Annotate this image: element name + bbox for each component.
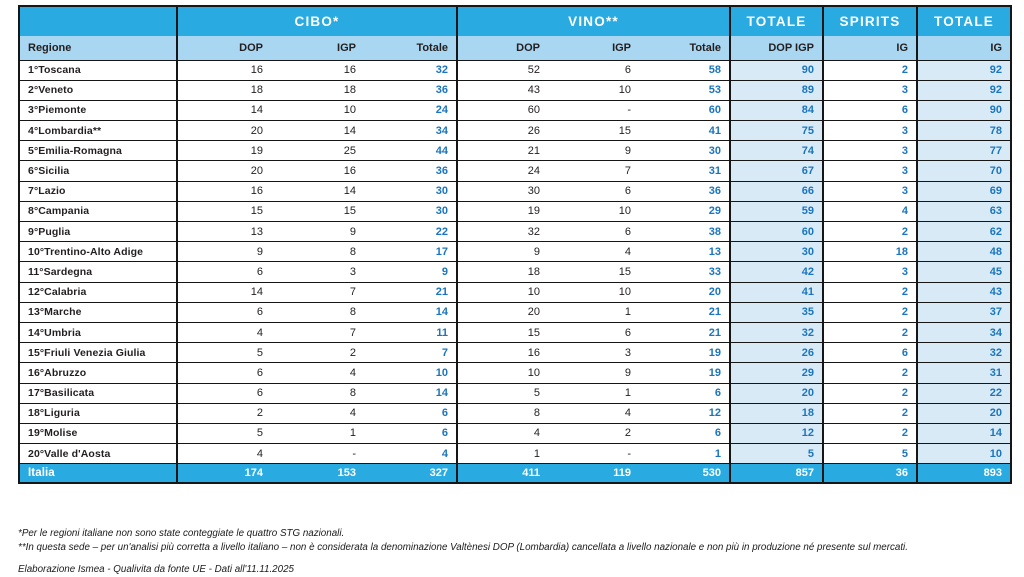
value-cell: 3	[271, 262, 364, 282]
value-cell: 66	[730, 181, 823, 201]
value-cell: 5	[177, 423, 271, 443]
value-cell: 4	[177, 322, 271, 342]
value-cell: 29	[639, 201, 730, 221]
table-row	[19, 363, 1011, 383]
value-cell: 9	[548, 141, 639, 161]
value-cell: 4	[364, 444, 457, 464]
value-cell: 14	[364, 302, 457, 322]
value-cell: 20	[177, 121, 271, 141]
column-header-totale-dop-igp: DOP IGP	[730, 36, 823, 60]
value-cell: 6	[364, 423, 457, 443]
value-cell: 9	[177, 242, 271, 262]
value-cell: 6	[548, 181, 639, 201]
value-cell: 19	[457, 201, 548, 221]
value-cell: 44	[364, 141, 457, 161]
value-cell: 30	[730, 242, 823, 262]
value-cell: 6	[177, 262, 271, 282]
value-cell: 41	[730, 282, 823, 302]
table-row	[19, 161, 1011, 181]
value-cell: 16	[177, 60, 271, 80]
value-cell: 36	[639, 181, 730, 201]
value-cell: 60	[730, 222, 823, 242]
region-cell: 20°Valle d'Aosta	[19, 444, 177, 464]
value-cell: 6	[639, 423, 730, 443]
table-row	[19, 141, 1011, 161]
group-header-vino: VINO**	[457, 6, 730, 36]
value-cell: 6	[639, 383, 730, 403]
sub-header-row	[19, 36, 1011, 60]
value-cell: 92	[917, 60, 1011, 80]
dop-igp-regions-table	[18, 5, 1012, 484]
value-cell: 530	[639, 464, 730, 484]
value-cell: 10	[548, 282, 639, 302]
value-cell: 25	[271, 141, 364, 161]
value-cell: 4	[548, 242, 639, 262]
value-cell: 74	[730, 141, 823, 161]
region-cell: 10°Trentino-Alto Adige	[19, 242, 177, 262]
group-header-cibo: CIBO*	[177, 6, 457, 36]
value-cell: 15	[177, 201, 271, 221]
value-cell: 43	[457, 80, 548, 100]
value-cell: 24	[364, 100, 457, 120]
value-cell: 37	[917, 302, 1011, 322]
value-cell: 21	[639, 322, 730, 342]
value-cell: 42	[730, 262, 823, 282]
region-cell: 2°Veneto	[19, 80, 177, 100]
table-row	[19, 282, 1011, 302]
value-cell: 8	[271, 302, 364, 322]
value-cell: 60	[639, 100, 730, 120]
value-cell: 3	[823, 80, 917, 100]
value-cell: 14	[917, 423, 1011, 443]
value-cell: 18	[457, 262, 548, 282]
table-row	[19, 403, 1011, 423]
value-cell: 34	[917, 322, 1011, 342]
value-cell: 22	[917, 383, 1011, 403]
value-cell: 43	[917, 282, 1011, 302]
value-cell: 24	[457, 161, 548, 181]
region-cell: 13°Marche	[19, 302, 177, 322]
group-header-totale-dop-igp: TOTALE	[730, 6, 823, 36]
value-cell: 8	[271, 383, 364, 403]
value-cell: 9	[457, 242, 548, 262]
value-cell: 32	[917, 343, 1011, 363]
footnote-vino: **In questa sede – per un'analisi più corretta a livello italiano – non è considerata la denominazione Valtènesi DOP (Lombardia) cancellata a livello nazionale e non più in produzione né presente sul mercati.	[18, 541, 908, 553]
value-cell: 12	[730, 423, 823, 443]
value-cell: 3	[823, 141, 917, 161]
value-cell: 14	[177, 282, 271, 302]
value-cell: 20	[917, 403, 1011, 423]
value-cell: 19	[639, 343, 730, 363]
value-cell: 4	[177, 444, 271, 464]
value-cell: -	[271, 444, 364, 464]
value-cell: 3	[823, 181, 917, 201]
value-cell: 6	[823, 100, 917, 120]
region-cell: 7°Lazio	[19, 181, 177, 201]
table-body	[19, 60, 1011, 483]
value-cell: 58	[639, 60, 730, 80]
region-cell: 9°Puglia	[19, 222, 177, 242]
value-cell: 14	[271, 181, 364, 201]
footnotes	[18, 527, 1018, 577]
value-cell: 16	[177, 181, 271, 201]
value-cell: 15	[548, 262, 639, 282]
source-note: Elaborazione Ismea - Qualivita da fonte UE - Dati all'11.11.2025	[18, 564, 294, 575]
value-cell: 36	[364, 80, 457, 100]
value-cell: 10	[271, 100, 364, 120]
table-row	[19, 242, 1011, 262]
table-row	[19, 383, 1011, 403]
value-cell: 10	[548, 201, 639, 221]
value-cell: 67	[730, 161, 823, 181]
value-cell: 2	[823, 60, 917, 80]
table-row	[19, 60, 1011, 80]
value-cell: 2	[823, 302, 917, 322]
value-cell: 22	[364, 222, 457, 242]
table-row	[19, 201, 1011, 221]
value-cell: 31	[639, 161, 730, 181]
value-cell: 14	[177, 100, 271, 120]
column-header-spirits-ig: IG	[823, 36, 917, 60]
value-cell: 84	[730, 100, 823, 120]
value-cell: 32	[730, 322, 823, 342]
value-cell: 5	[457, 383, 548, 403]
value-cell: 7	[271, 322, 364, 342]
value-cell: 31	[917, 363, 1011, 383]
value-cell: 32	[457, 222, 548, 242]
value-cell: 2	[548, 423, 639, 443]
value-cell: 6	[177, 363, 271, 383]
value-cell: 78	[917, 121, 1011, 141]
region-cell: 8°Campania	[19, 201, 177, 221]
value-cell: 30	[364, 201, 457, 221]
value-cell: 6	[364, 403, 457, 423]
value-cell: 4	[271, 403, 364, 423]
region-cell: 19°Molise	[19, 423, 177, 443]
table-row	[19, 80, 1011, 100]
value-cell: 13	[177, 222, 271, 242]
value-cell: 174	[177, 464, 271, 484]
value-cell: 2	[177, 403, 271, 423]
value-cell: 77	[917, 141, 1011, 161]
value-cell: 10	[457, 363, 548, 383]
value-cell: 41	[639, 121, 730, 141]
value-cell: 10	[364, 363, 457, 383]
footnote-cibo: *Per le regioni italiane non sono state conteggiate le quattro STG nazionali.	[18, 528, 345, 539]
value-cell: 18	[271, 80, 364, 100]
value-cell: 2	[823, 322, 917, 342]
value-cell: 38	[639, 222, 730, 242]
table-row	[19, 100, 1011, 120]
value-cell: 2	[823, 222, 917, 242]
value-cell: 3	[548, 343, 639, 363]
value-cell: 3	[823, 161, 917, 181]
value-cell: 7	[364, 343, 457, 363]
value-cell: 5	[730, 444, 823, 464]
group-header-spirits: SPIRITS	[823, 6, 917, 36]
value-cell: 8	[271, 242, 364, 262]
value-cell: 153	[271, 464, 364, 484]
table-row	[19, 222, 1011, 242]
value-cell: 75	[730, 121, 823, 141]
value-cell: 48	[917, 242, 1011, 262]
value-cell: 21	[457, 141, 548, 161]
region-cell: 15°Friuli Venezia Giulia	[19, 343, 177, 363]
value-cell: 26	[730, 343, 823, 363]
value-cell: 8	[457, 403, 548, 423]
value-cell: 36	[823, 464, 917, 484]
value-cell: 10	[917, 444, 1011, 464]
value-cell: 3	[823, 262, 917, 282]
value-cell: 6	[548, 322, 639, 342]
value-cell: 16	[457, 343, 548, 363]
region-cell: 1°Toscana	[19, 60, 177, 80]
value-cell: 70	[917, 161, 1011, 181]
value-cell: 4	[457, 423, 548, 443]
value-cell: 90	[730, 60, 823, 80]
column-header-cibo-totale: Totale	[364, 36, 457, 60]
region-cell: 11°Sardegna	[19, 262, 177, 282]
value-cell: 1	[457, 444, 548, 464]
region-cell: 6°Sicilia	[19, 161, 177, 181]
value-cell: 857	[730, 464, 823, 484]
value-cell: 14	[271, 121, 364, 141]
value-cell: 45	[917, 262, 1011, 282]
value-cell: 7	[548, 161, 639, 181]
value-cell: 19	[177, 141, 271, 161]
value-cell: 63	[917, 201, 1011, 221]
value-cell: 90	[917, 100, 1011, 120]
value-cell: 89	[730, 80, 823, 100]
value-cell: 10	[548, 80, 639, 100]
value-cell: 1	[548, 383, 639, 403]
value-cell: -	[548, 100, 639, 120]
table-row	[19, 262, 1011, 282]
value-cell: 35	[730, 302, 823, 322]
value-cell: 119	[548, 464, 639, 484]
value-cell: 1	[639, 444, 730, 464]
value-cell: 5	[823, 444, 917, 464]
value-cell: 20	[457, 302, 548, 322]
value-cell: 411	[457, 464, 548, 484]
value-cell: 36	[364, 161, 457, 181]
value-cell: 30	[364, 181, 457, 201]
value-cell: 30	[457, 181, 548, 201]
value-cell: 4	[548, 403, 639, 423]
value-cell: 3	[823, 121, 917, 141]
value-cell: 2	[823, 363, 917, 383]
value-cell: 9	[364, 262, 457, 282]
value-cell: 18	[823, 242, 917, 262]
value-cell: 20	[639, 282, 730, 302]
region-cell: 14°Umbria	[19, 322, 177, 342]
table-row	[19, 444, 1011, 464]
value-cell: 2	[823, 383, 917, 403]
value-cell: 52	[457, 60, 548, 80]
value-cell: 62	[917, 222, 1011, 242]
column-header-cibo-dop: DOP	[177, 36, 271, 60]
value-cell: 33	[639, 262, 730, 282]
region-cell: 18°Liguria	[19, 403, 177, 423]
value-cell: 5	[177, 343, 271, 363]
value-cell: 59	[730, 201, 823, 221]
value-cell: 20	[730, 383, 823, 403]
value-cell: 7	[271, 282, 364, 302]
value-cell: 34	[364, 121, 457, 141]
value-cell: 15	[457, 322, 548, 342]
value-cell: 29	[730, 363, 823, 383]
value-cell: 2	[823, 423, 917, 443]
region-cell: 17°Basilicata	[19, 383, 177, 403]
value-cell: 17	[364, 242, 457, 262]
value-cell: 20	[177, 161, 271, 181]
value-cell: 6	[177, 383, 271, 403]
value-cell: 6	[548, 222, 639, 242]
region-cell: 4°Lombardia**	[19, 121, 177, 141]
value-cell: -	[548, 444, 639, 464]
total-row	[19, 464, 1011, 484]
value-cell: 1	[271, 423, 364, 443]
table-row	[19, 181, 1011, 201]
value-cell: 18	[730, 403, 823, 423]
value-cell: 32	[364, 60, 457, 80]
value-cell: 4	[271, 363, 364, 383]
value-cell: 21	[639, 302, 730, 322]
value-cell: 18	[177, 80, 271, 100]
value-cell: 92	[917, 80, 1011, 100]
value-cell: 53	[639, 80, 730, 100]
column-header-regione: Regione	[19, 36, 177, 60]
region-cell: 16°Abruzzo	[19, 363, 177, 383]
value-cell: 6	[177, 302, 271, 322]
value-cell: 16	[271, 161, 364, 181]
value-cell: 14	[364, 383, 457, 403]
column-header-totale-ig: IG	[917, 36, 1011, 60]
value-cell: 2	[823, 282, 917, 302]
value-cell: 19	[639, 363, 730, 383]
table-row	[19, 302, 1011, 322]
value-cell: 16	[271, 60, 364, 80]
value-cell: 15	[548, 121, 639, 141]
region-cell: 12°Calabria	[19, 282, 177, 302]
value-cell: 21	[364, 282, 457, 302]
value-cell: 9	[271, 222, 364, 242]
region-cell: Italia	[19, 464, 177, 484]
value-cell: 2	[271, 343, 364, 363]
table-row	[19, 423, 1011, 443]
value-cell: 15	[271, 201, 364, 221]
table-row	[19, 121, 1011, 141]
column-header-vino-dop: DOP	[457, 36, 548, 60]
value-cell: 12	[639, 403, 730, 423]
region-cell: 3°Piemonte	[19, 100, 177, 120]
value-cell: 4	[823, 201, 917, 221]
value-cell: 13	[639, 242, 730, 262]
group-header-totale-ig: TOTALE	[917, 6, 1011, 36]
value-cell: 327	[364, 464, 457, 484]
corner-cell	[19, 6, 177, 36]
value-cell: 10	[457, 282, 548, 302]
value-cell: 6	[823, 343, 917, 363]
value-cell: 1	[548, 302, 639, 322]
value-cell: 30	[639, 141, 730, 161]
value-cell: 69	[917, 181, 1011, 201]
value-cell: 9	[548, 363, 639, 383]
value-cell: 26	[457, 121, 548, 141]
region-cell: 5°Emilia-Romagna	[19, 141, 177, 161]
value-cell: 6	[548, 60, 639, 80]
table-row	[19, 322, 1011, 342]
column-header-vino-totale: Totale	[639, 36, 730, 60]
table-row	[19, 343, 1011, 363]
column-header-cibo-igp: IGP	[271, 36, 364, 60]
value-cell: 2	[823, 403, 917, 423]
value-cell: 893	[917, 464, 1011, 484]
column-header-vino-igp: IGP	[548, 36, 639, 60]
value-cell: 11	[364, 322, 457, 342]
value-cell: 60	[457, 100, 548, 120]
group-header-row	[19, 6, 1011, 36]
